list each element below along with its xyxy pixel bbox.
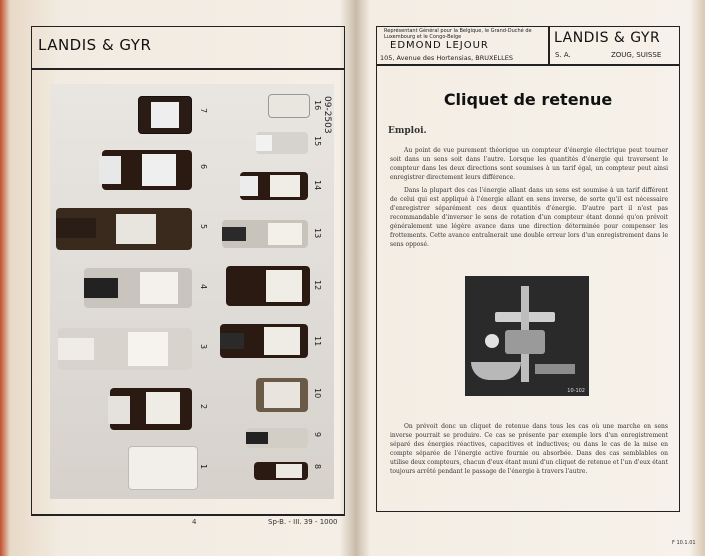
right-header-rule	[376, 64, 680, 66]
left-footer-rule	[31, 514, 345, 516]
photo-code: 09-2503	[322, 96, 332, 134]
left-header-rule	[31, 68, 345, 70]
bottle-9	[246, 428, 308, 448]
photo-label-4: 4	[199, 284, 208, 290]
bottle-10	[256, 378, 308, 412]
company-form: S. A.	[555, 51, 571, 59]
photo-label-16: 16	[313, 100, 322, 111]
bottle-16	[268, 94, 310, 118]
bottle-13	[222, 220, 308, 248]
photo-label-11: 11	[313, 336, 322, 347]
right-footer-code: F 10.1.01	[672, 540, 696, 546]
figure-code: 10-102	[567, 388, 585, 394]
company-location: ZOUG, SUISSE	[611, 51, 662, 59]
photo-label-2: 2	[199, 404, 208, 410]
bottle-12	[226, 266, 310, 306]
bottle-11	[220, 324, 308, 358]
page-title: Cliquet de retenue	[443, 90, 613, 109]
bottle-15	[256, 132, 308, 154]
bottle-7	[138, 96, 192, 134]
photo-label-7: 7	[199, 108, 208, 114]
bottle-8	[254, 462, 308, 480]
paragraph-3: On prévoit donc un cliquet de retenue dans tous les cas où une marche en sens inverse pourrait se produire. Ce cas se présente par exemple lors d'un enregistrement séparé des énergies réactives, capacitives et inductives; ou dans le cas de la mise en compte séparée de l'énergie active fournie ou absorbée. Dans des cas semblables on utilise deux compteurs, chacun d'eux étant muni d'un cliquet de retenue et l'un d'eux étant toujours arrêté pendant le passage de l'énergie à travers l'autre.	[390, 423, 669, 475]
bottle-14	[240, 172, 308, 200]
photo-label-13: 13	[313, 228, 322, 239]
photo-label-3: 3	[199, 344, 208, 350]
representative-note: Représentant Général pour la Belgique, le Grand-Duché de Luxembourg et le Congo-Belge	[384, 28, 532, 40]
bottle-4	[84, 268, 192, 308]
photo-label-8: 8	[313, 464, 322, 470]
section-heading: Emploi.	[388, 126, 427, 136]
bottle-5	[56, 208, 192, 250]
paragraph-1: Au point de vue purement théorique un compteur d'énergie électrique peut tourner soit dans un sens soit dans l'autre. Lorsque les quantités d'énergie qui traversent le compteur dans les deux directions sont soumises à un tarif égal, un compteur peut ainsi enregistrer directement leurs différence.	[390, 147, 668, 181]
photo-label-14: 14	[313, 180, 322, 191]
photo-label-1: 1	[199, 464, 208, 470]
left-brand-header: LANDIS & GYR	[38, 36, 152, 54]
paragraph-2: Dans la plupart des cas l'énergie allant dans un sens est soumise à un tarif différent de celui qui est appliqué à l'énergie allant en sens inverse, de sorte qu'il est nécessaire d'enregistrer séparément ces deux quantités d'énergie. D'autre part il n'est pas recommandable d'inverser le sens de rotation d'un compteur étant donné qu'on prévoit généralement une légère avance dans une direction déterminée pour compenser les frottements. Cette avance entraînerait une double erreur lors d'un enregistrement dans le sens opposé.	[390, 187, 668, 248]
photo-label-5: 5	[199, 224, 208, 230]
agent-address: 105, Avenue des Hortensias, BRUXELLES	[380, 54, 513, 62]
left-print-code: Sp-B. - III. 39 - 1000	[268, 518, 338, 526]
bottle-2	[110, 388, 192, 430]
photo-label-6: 6	[199, 164, 208, 170]
photo-label-9: 9	[313, 432, 322, 438]
ratchet-mechanism-photo	[465, 276, 589, 396]
bottles-photograph	[50, 84, 334, 499]
left-page-number: 4	[192, 518, 197, 526]
bottle-6	[102, 150, 192, 190]
agent-name: EDMOND LEJOUR	[390, 40, 489, 51]
photo-label-15: 15	[313, 136, 322, 147]
photo-label-12: 12	[313, 280, 322, 291]
bottle-1	[128, 446, 198, 490]
right-header-divider	[548, 26, 550, 64]
bottle-3	[58, 328, 192, 370]
photo-label-10: 10	[313, 388, 322, 399]
right-brand-header: LANDIS & GYR	[554, 30, 661, 46]
